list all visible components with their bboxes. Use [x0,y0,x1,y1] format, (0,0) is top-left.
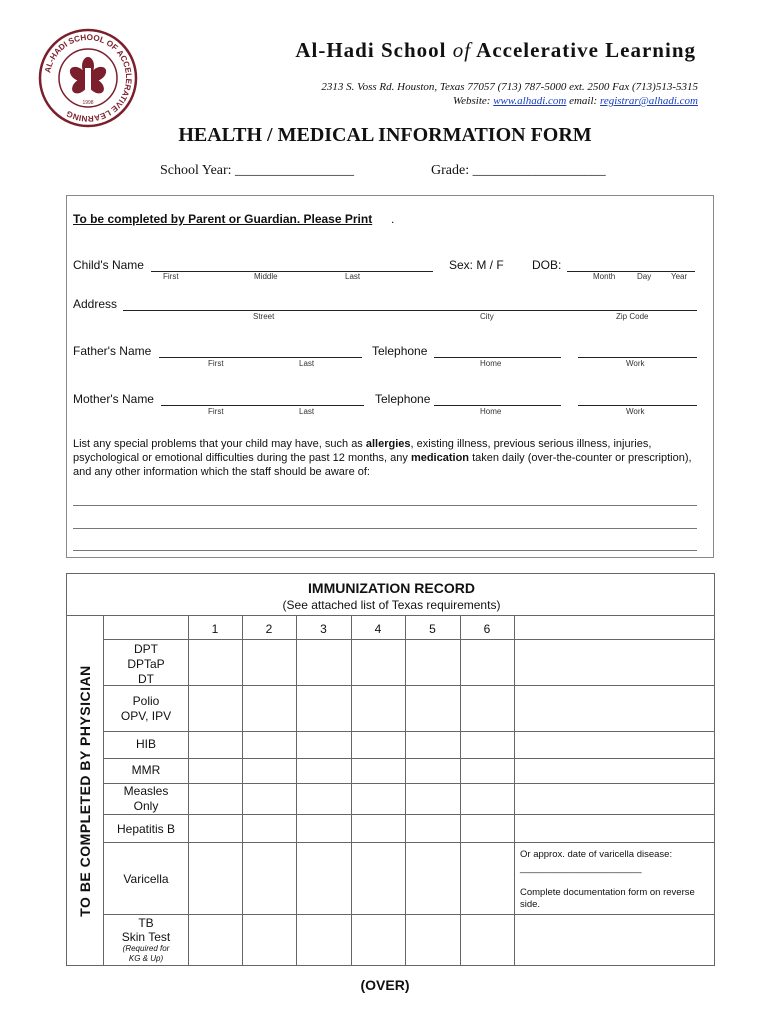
mother-telephone-label: Telephone [375,392,431,406]
immunization-title: IMMUNIZATION RECORD [308,580,475,596]
school-name-of: of [452,38,472,62]
website-link[interactable]: www.alhadi.com [493,95,567,107]
column-header-2: 2 [265,622,273,636]
email-label: email: [569,95,598,107]
varicella-date-line[interactable]: _______________________ [520,863,642,874]
child-name-label: Child's Name [73,258,144,272]
mother-work-label: Work [626,407,645,416]
form-title: HEALTH / MEDICAL INFORMATION FORM [178,124,592,146]
parent-instruction-end: . [391,212,395,226]
mother-name-label: Mother's Name [73,392,154,406]
father-first-label: First [208,359,224,368]
column-header-6: 6 [483,622,491,636]
website-label: Website: [452,95,491,107]
medication-emphasis: medication [410,452,470,464]
tb-requirement-note: (Required for KG & Up) [122,944,170,963]
father-name-label: Father's Name [73,344,152,358]
sex-field[interactable]: Sex: M / F [449,258,504,272]
physician-side-label: TO BE COMPLETED BY PHYSICIAN [77,664,94,917]
mother-name-input[interactable] [161,405,364,406]
address-street-label: Street [253,312,275,321]
dob-month-label: Month [593,272,616,281]
dob-year-label: Year [671,272,688,281]
special-problems-line-3[interactable] [73,550,697,551]
school-seal-icon [38,28,138,128]
column-header-4: 4 [374,622,382,636]
immunization-record-table [66,573,715,966]
father-work-label: Work [626,359,645,368]
address-city-label: City [480,312,494,321]
immunization-subtitle: (See attached list of Texas requirements) [282,598,501,612]
school-contact [453,95,698,107]
vaccine-row-label-varicella: Varicella [123,872,169,886]
school-name-part1: Al-Hadi School [295,38,447,62]
parent-info-section [66,195,714,558]
school-logo [38,28,138,128]
logo-year: 1998 [82,100,94,106]
mother-home-label: Home [480,407,502,416]
allergies-emphasis: allergies [365,438,411,450]
column-header-5: 5 [429,622,436,636]
vaccine-row-label-tb: TB Skin Test [121,916,171,944]
vaccine-row-label-dpt: DPT DPTaP DT [127,642,165,686]
column-header-1: 1 [211,622,219,636]
school-name [295,38,696,63]
father-last-label: Last [299,359,315,368]
child-first-label: First [163,272,179,281]
child-last-label: Last [345,272,361,281]
address-input[interactable] [123,310,697,311]
mother-last-label: Last [299,407,315,416]
over-footer: (OVER) [360,977,410,993]
special-problems-instructions: List any special problems that your child may have, such as allergies, existing illness, previous serious illness, injuries, psychological or emotional difficulties during the past 12 months, any medication taken daily (over-the-counter or prescription), and any other information which the staff should be aware of: [73,438,692,478]
logo-ring-text: AL-HADI SCHOOL OF ACCELERATIVE LEARNING [43,32,134,124]
school-address: 2313 S. Voss Rd. Houston, Texas 77057 (713) 787-5000 ext. 2500 Fax (713)513-5315 [321,81,698,93]
table-header-divider [67,615,714,616]
vaccine-row-label-polio: Polio OPV, IPV [120,694,172,723]
vaccine-row-label-hepatitis-b: Hepatitis B [116,822,176,836]
special-problems-line-1[interactable] [73,505,697,506]
address-label: Address [73,297,118,311]
child-name-input[interactable] [151,271,433,272]
email-link[interactable]: registrar@alhadi.com [599,95,698,107]
vaccine-row-label-measles: Measles Only [123,784,169,813]
grade-field[interactable]: Grade: ___________________ [431,163,606,178]
father-home-label: Home [480,359,502,368]
father-name-input[interactable] [159,357,362,358]
father-telephone-label: Telephone [372,344,428,358]
dob-label: DOB: [532,258,562,272]
dob-day-label: Day [637,272,652,281]
physician-side-label-container [67,615,103,966]
mother-first-label: First [208,407,224,416]
varicella-documentation-note: Complete documentation form on reverse side. [520,887,695,910]
varicella-disease-date-note: Or approx. date of varicella disease: [520,849,673,860]
column-header-3: 3 [320,622,327,636]
father-home-phone-input[interactable] [434,357,561,358]
school-year-field[interactable]: School Year: _________________ [160,163,355,178]
father-work-phone-input[interactable] [578,357,697,358]
mother-work-phone-input[interactable] [578,405,697,406]
address-zip-label: Zip Code [616,312,649,321]
mother-home-phone-input[interactable] [434,405,561,406]
school-name-part2: Accelerative Learning [476,38,696,62]
vaccine-row-label-hib: HIB [135,737,156,751]
special-problems-line-2[interactable] [73,528,697,529]
parent-instruction: To be completed by Parent or Guardian. Please Print [73,212,373,226]
child-middle-label: Middle [254,272,278,281]
vaccine-row-label-mmr: MMR [131,763,161,777]
